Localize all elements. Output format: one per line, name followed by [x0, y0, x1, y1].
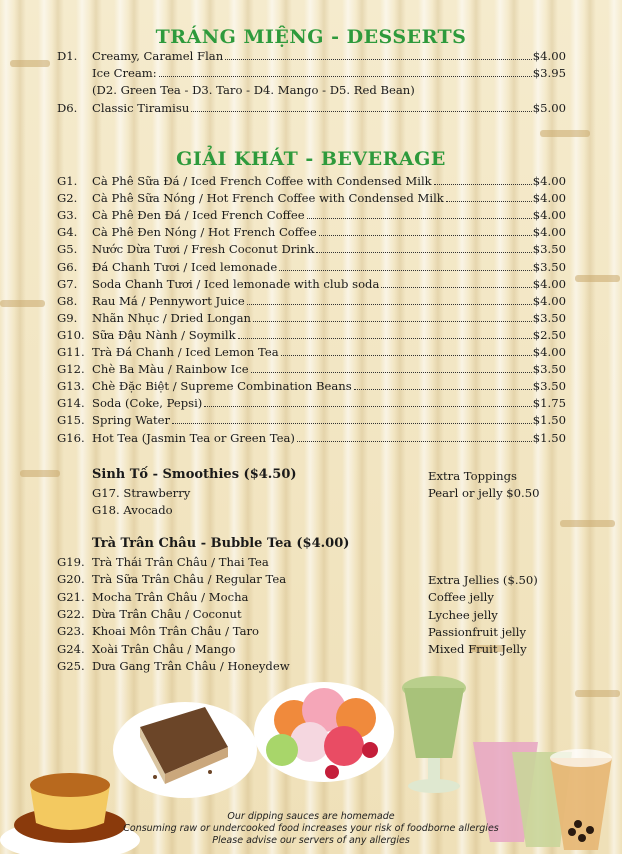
menu-item-beverage — [57, 294, 566, 311]
leader-dots — [354, 388, 532, 390]
item-code: G22. — [57, 606, 85, 621]
item-name: Cà Phê Đen Đá / Iced French Coffee — [92, 208, 305, 223]
leader-dots — [446, 200, 532, 202]
item-price: $1.75 — [532, 396, 566, 411]
menu-item-beverage — [57, 328, 566, 345]
footer-note-1: Our dipping sauces are homemade — [227, 811, 395, 822]
item-code: D1. — [57, 49, 78, 63]
leader-dots — [251, 371, 532, 373]
item-name: Rau Má / Pennywort Juice — [92, 293, 245, 308]
item-price: $4.00 — [532, 191, 566, 206]
jelly-option: Mixed Fruit Jelly — [428, 642, 527, 657]
menu-item-beverage — [57, 225, 566, 242]
footer-note-3: Please advise our servers of any allergies — [212, 835, 410, 846]
item-price: $4.00 — [532, 174, 566, 188]
item-price: $4.00 — [532, 49, 566, 63]
bubble-tea-item — [57, 590, 248, 604]
menu-item-beverage — [57, 277, 566, 294]
item-code: G8. — [57, 293, 78, 308]
menu-item-beverage — [57, 208, 566, 225]
bubble-tea-item — [57, 659, 290, 673]
item-name: Cà Phê Sữa Đá / Iced French Coffee with Condensed Milk — [92, 174, 432, 188]
menu-item-d1 — [57, 49, 566, 66]
jelly-option: Coffee jelly — [428, 590, 494, 605]
item-code: G2. — [57, 191, 78, 206]
menu-item-beverage — [57, 345, 566, 362]
menu-item-beverage — [57, 242, 566, 259]
smoothie-item: G18. Avocado — [92, 503, 173, 517]
bubble-tea-item — [57, 572, 286, 586]
smoothie-item: G17. Strawberry — [92, 486, 191, 500]
menu-item-ice-cream-flavors — [57, 83, 566, 100]
item-code: G12. — [57, 362, 85, 377]
item-price: $4.00 — [532, 208, 566, 223]
item-name: Creamy, Caramel Flan — [92, 49, 224, 63]
bubble-tea-item — [57, 607, 242, 621]
bubble-tea-item — [57, 624, 259, 638]
bamboo-node — [575, 690, 620, 697]
bubble-tea-heading: Trà Trân Châu - Bubble Tea ($4.00) — [92, 536, 350, 551]
leader-dots — [281, 354, 532, 356]
leader-dots — [191, 110, 532, 112]
item-code: G25. — [57, 658, 85, 673]
item-name: Chè Ba Màu / Rainbow Ice — [92, 362, 249, 377]
item-price: $4.00 — [532, 276, 566, 291]
menu-item-beverage — [57, 362, 566, 379]
item-code: G15. — [57, 413, 85, 428]
item-code: G4. — [57, 225, 78, 240]
item-price: $4.00 — [532, 293, 566, 308]
beverage-heading: GIẢI KHÁT - BEVERAGE — [176, 148, 446, 170]
tiramisu-image — [110, 692, 260, 802]
leader-dots — [172, 422, 532, 424]
item-price: $3.50 — [532, 242, 566, 257]
jelly-option: Extra Jellies ($.50) — [428, 573, 538, 587]
item-name: Đá Chanh Tươi / Iced lemonade — [92, 259, 278, 274]
leader-dots — [253, 320, 532, 322]
item-name: Khoai Môn Trân Châu / Taro — [92, 624, 260, 639]
bubble-tea-item — [57, 555, 269, 569]
item-code: G14. — [57, 396, 85, 411]
item-name: Soda (Coke, Pepsi) — [92, 396, 203, 411]
bamboo-node — [10, 60, 50, 67]
leader-dots — [319, 234, 532, 236]
item-code: G6. — [57, 259, 78, 274]
green-tea-smoothie-image — [398, 668, 470, 798]
item-name: Xoài Trân Châu / Mango — [92, 641, 236, 656]
item-code: D6. — [57, 101, 78, 115]
toppings-title: Extra Toppings — [428, 469, 518, 483]
menu-item-beverage — [57, 260, 566, 277]
item-name: Spring Water — [92, 413, 171, 428]
item-name: (D2. Green Tea - D3. Taro - D4. Mango - D5. Red Bean) — [92, 83, 415, 97]
leader-dots — [279, 269, 532, 271]
item-code: G11. — [57, 345, 85, 359]
leader-dots — [204, 405, 531, 407]
item-price: $1.50 — [532, 430, 566, 445]
menu-item-beverage — [57, 311, 566, 328]
item-price: $1.50 — [532, 413, 566, 428]
item-code: G1. — [57, 174, 78, 188]
menu-item-d6 — [57, 101, 566, 118]
menu-item-beverage — [57, 413, 566, 430]
leader-dots — [381, 286, 531, 288]
item-code: G21. — [57, 589, 85, 604]
leader-dots — [297, 440, 532, 442]
item-name: Cà Phê Đen Nóng / Hot French Coffee — [92, 225, 317, 240]
item-name: Mocha Trân Châu / Mocha — [92, 589, 249, 604]
item-name: Cà Phê Sữa Nóng / Hot French Coffee with Condensed Milk — [92, 191, 444, 206]
jelly-option: Lychee jelly — [428, 607, 498, 622]
leader-dots — [159, 75, 532, 77]
item-name: Nước Dừa Tươi / Fresh Coconut Drink — [92, 242, 315, 257]
leader-dots — [238, 337, 532, 339]
bamboo-node — [0, 300, 45, 307]
item-price: $4.00 — [532, 345, 566, 359]
item-name: Sữa Đậu Nành / Soymilk — [92, 327, 236, 342]
leader-dots — [307, 217, 532, 219]
bamboo-node — [575, 275, 620, 282]
bamboo-node — [560, 520, 615, 527]
smoothies-heading: Sinh Tố - Smoothies ($4.50) — [92, 467, 297, 482]
item-price: $2.50 — [532, 327, 566, 342]
menu-item-ice-cream — [57, 66, 566, 83]
desserts-heading: TRÁNG MIỆNG - DESSERTS — [155, 26, 467, 48]
bamboo-node — [20, 470, 60, 477]
leader-dots — [434, 183, 532, 185]
menu-item-beverage — [57, 174, 566, 191]
item-name: Trà Sữa Trân Châu / Regular Tea — [92, 572, 287, 587]
item-code: G19. — [57, 555, 85, 569]
item-price: $4.00 — [532, 225, 566, 240]
item-name: Trà Thái Trân Châu / Thai Tea — [92, 555, 269, 569]
item-code: G5. — [57, 242, 78, 257]
bamboo-node — [540, 130, 590, 137]
leader-dots — [225, 58, 532, 60]
item-price: $3.50 — [532, 379, 566, 394]
item-code: G13. — [57, 379, 85, 394]
jelly-option: Passionfruit jelly — [428, 624, 527, 639]
menu-item-beverage — [57, 191, 566, 208]
item-price: $5.00 — [532, 101, 566, 115]
item-code: G7. — [57, 276, 78, 291]
item-name: Trà Đá Chanh / Iced Lemon Tea — [92, 345, 279, 359]
item-code: G23. — [57, 624, 85, 639]
item-name: Hot Tea (Jasmin Tea or Green Tea) — [92, 430, 295, 445]
item-name: Soda Chanh Tươi / Iced lemonade with club soda — [92, 276, 380, 291]
menu-item-beverage — [57, 379, 566, 396]
item-name: Classic Tiramisu — [92, 101, 190, 115]
item-name: Nhãn Nhục / Dried Longan — [92, 310, 251, 325]
item-code: G20. — [57, 572, 85, 587]
item-name: Dừa Trân Châu / Coconut — [92, 606, 242, 621]
ice-cream-image — [252, 680, 397, 785]
item-code: G16. — [57, 430, 85, 445]
item-code: G10. — [57, 327, 85, 342]
footer-note-2: Consuming raw or undercooked food increases your risk of foodborne allergies — [123, 823, 499, 834]
item-price: $3.50 — [532, 362, 566, 377]
item-name: Dưa Gang Trân Châu / Honeydew — [92, 658, 290, 673]
menu-item-beverage — [57, 431, 566, 448]
bubble-tea-item — [57, 642, 236, 656]
item-price: $3.50 — [532, 310, 566, 325]
item-code: G9. — [57, 310, 78, 325]
item-name: Chè Đặc Biệt / Supreme Combination Beans — [92, 379, 352, 394]
toppings-text: Pearl or jelly $0.50 — [428, 486, 540, 500]
item-price: $3.50 — [532, 259, 566, 274]
item-code: G24. — [57, 641, 85, 656]
leader-dots — [316, 251, 531, 253]
item-code: G3. — [57, 208, 78, 223]
menu-item-beverage — [57, 396, 566, 413]
leader-dots — [247, 303, 532, 305]
item-name: Ice Cream: — [92, 66, 157, 80]
item-price: $3.95 — [532, 66, 566, 80]
